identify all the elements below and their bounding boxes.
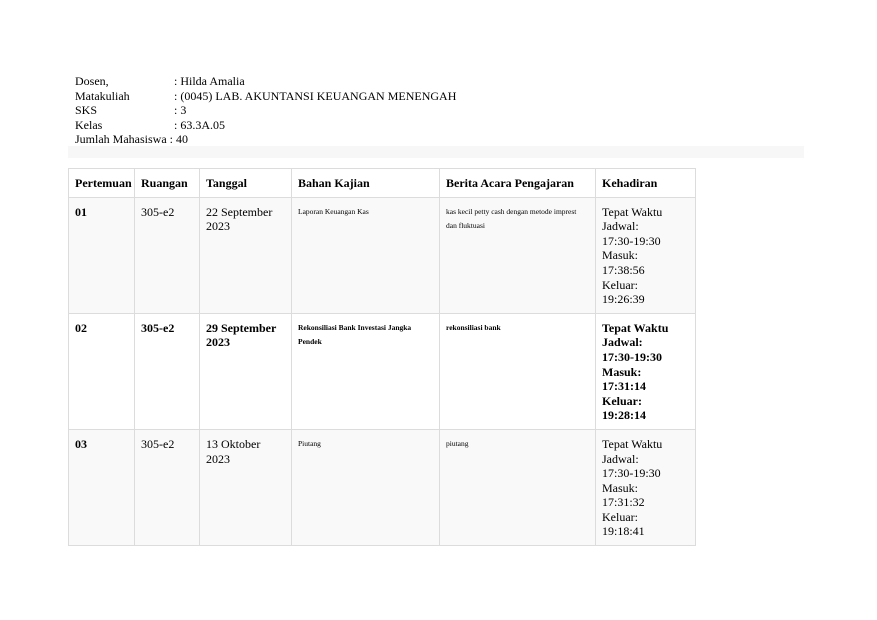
info-separator: : (166, 132, 173, 147)
info-separator: : (174, 103, 178, 118)
cell-pertemuan: 02 (69, 313, 135, 429)
cell-kehadiran: Tepat Waktu Jadwal: 17:30-19:30 Masuk: 17:31:32 Keluar: 19:18:41 (596, 429, 696, 545)
cell-bahan-kajian: Piutang (292, 429, 440, 545)
info-label: SKS (75, 103, 98, 118)
cell-pertemuan: 01 (69, 197, 135, 313)
info-row-dosen (75, 74, 456, 89)
table-header-row (69, 169, 696, 198)
cell-tanggal: 29 September 2023 (200, 313, 292, 429)
cell-tanggal: 13 Oktober 2023 (200, 429, 292, 545)
info-separator: : (174, 88, 178, 103)
info-label: Jumlah Mahasiswa (75, 132, 167, 147)
info-row-kelas (75, 118, 456, 133)
info-label: Matakuliah (75, 88, 130, 103)
info-value: 40 (176, 132, 188, 147)
cell-kehadiran: Tepat Waktu Jadwal: 17:30-19:30 Masuk: 17:31:14 Keluar: 19:28:14 (596, 313, 696, 429)
info-value: 3 (180, 103, 187, 118)
info-row-sks (75, 103, 456, 118)
table-row (69, 197, 696, 313)
cell-berita-acara: kas kecil petty cash dengan metode imprest dan fluktuasi (440, 197, 596, 313)
separator-band (68, 146, 804, 158)
cell-ruangan: 305-e2 (135, 429, 200, 545)
column-header-berita-acara: Berita Acara Pengajaran (440, 169, 596, 198)
cell-bahan-kajian: Rekonsiliasi Bank Investasi Jangka Pendek (292, 313, 440, 429)
info-separator: : (174, 117, 178, 132)
cell-tanggal: 22 September 2023 (200, 197, 292, 313)
table-row (69, 429, 696, 545)
course-info (75, 74, 456, 147)
info-value: (0045) LAB. AKUNTANSI KEUANGAN MENENGAH (180, 88, 457, 103)
column-header-kehadiran: Kehadiran (596, 169, 696, 198)
info-label: Kelas (75, 117, 103, 132)
info-separator: : (174, 74, 178, 88)
info-row-matakuliah (75, 89, 456, 104)
cell-pertemuan: 03 (69, 429, 135, 545)
column-header-ruangan: Ruangan (135, 169, 200, 198)
cell-bahan-kajian: Laporan Keuangan Kas (292, 197, 440, 313)
info-value: Hilda Amalia (180, 74, 245, 88)
info-label: Dosen, (75, 74, 109, 88)
cell-kehadiran: Tepat Waktu Jadwal: 17:30-19:30 Masuk: 17:38:56 Keluar: 19:26:39 (596, 197, 696, 313)
table-row (69, 313, 696, 429)
info-value: 63.3A.05 (180, 117, 226, 132)
cell-ruangan: 305-e2 (135, 197, 200, 313)
column-header-bahan-kajian: Bahan Kajian (292, 169, 440, 198)
cell-berita-acara: rekonsiliasi bank (440, 313, 596, 429)
cell-ruangan: 305-e2 (135, 313, 200, 429)
cell-berita-acara: piutang (440, 429, 596, 545)
attendance-table (68, 168, 696, 546)
column-header-tanggal: Tanggal (200, 169, 292, 198)
column-header-pertemuan: Pertemuan (69, 169, 135, 198)
info-row-jumlah-mahasiswa (75, 132, 456, 147)
